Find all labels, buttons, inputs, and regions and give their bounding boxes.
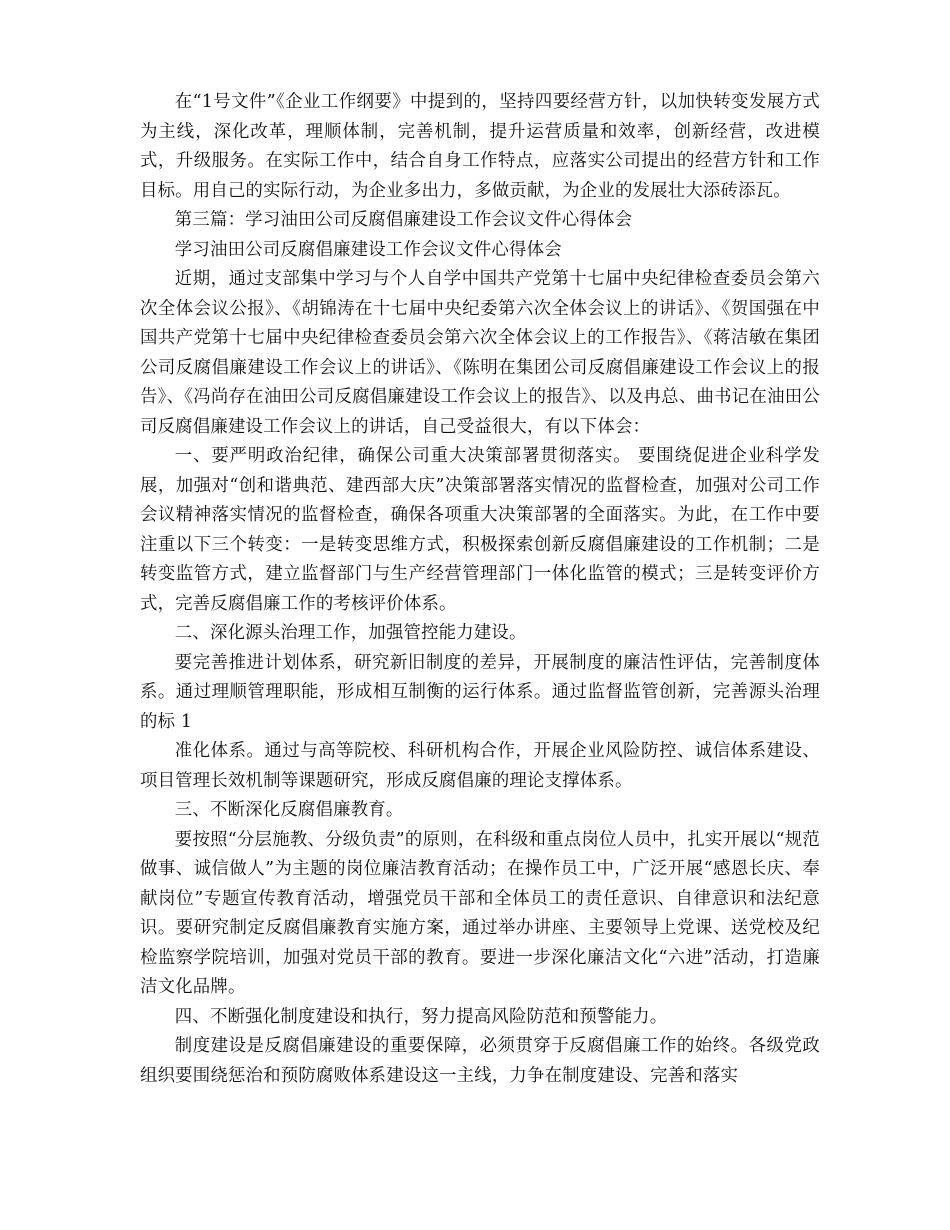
paragraph-intro: 在“1号文件”《企业工作纲要》中提到的，坚持四要经营方针，以加快转变发展方式为主线，深化改革，理顺体制，完善机制，提升运营质量和效率，创新经营，改进模式，升级服务。在实际工作中，结合自身工作特点，应落实公司提出的经营方针和工作目标。用自己的实际行动，为企业多出力，多做贡献，为企业的发展壮大添砖添瓦。: [140, 92, 820, 201]
section-heading-part-three: 第三篇：学习油田公司反腐倡廉建设工作会议文件心得体会: [174, 210, 633, 230]
paragraph-recent-study: 近期，通过支部集中学习与个人自学中国共产党第十七届中央纪律检查委员会第六次全体会议公报》、《胡锦涛在十七届中央纪委第六次全体会议上的讲话》、《贺国强在中国共产党第十七届中央纪律检查委员会第六次全体会议上的工作报告》、《蒋洁敏在集团公司反腐倡廉建设工作会议上的讲话》、《陈明在集团公司反腐倡廉建设工作会议上的报告》、《冯尚存在油田公司反腐倡廉建设工作会议上的报告》、以及冉总、曲书记在油田公司反腐倡廉建设工作会议上的讲话，自己受益很大，有以下体会：: [140, 269, 820, 437]
paragraph-point-two-body: 要完善推进计划体系，研究新旧制度的差异，开展制度的廉洁性评估，完善制度体系。通过理顺管理职能，形成相互制衡的运行体系。通过监督监管创新，完善源头治理的标 1: [140, 652, 820, 732]
article-title: 学习油田公司反腐倡廉建设工作会议文件心得体会: [174, 239, 562, 260]
heading-point-four: 四、不断强化制度建设和执行，努力提高风险防范和预警能力。: [174, 1006, 668, 1027]
paragraph-point-one: 一、要严明政治纪律，确保公司重大决策部署贯彻落实。 要围绕促进企业科学发展，加强对“创和谐典范、建西部大庆”决策部署落实情况的监督检查，加强对公司工作会议精神落实情况的监督检查，确保各项重大决策部署的全面落实。为此，在工作中要注重以下三个转变：一是转变思维方式，积极探索创新反腐倡廉建设的工作机制；二是转变监管方式，建立监督部门与生产经营管理部门一体化监管的模式；三是转变评价方式，完善反腐倡廉工作的考核评价体系。: [140, 446, 820, 614]
paragraph-point-four-body: 制度建设是反腐倡廉建设的重要保障，必须贯穿于反腐倡廉工作的始终。各级党政组织要围绕惩治和预防腐败体系建设这一主线，力争在制度建设、完善和落实: [140, 1036, 820, 1086]
paragraph-point-two-continued: 准化体系。通过与高等院校、科研机构合作，开展企业风险防控、诚信体系建设、项目管理长效机制等课题研究，形成反腐倡廉的理论支撑体系。: [140, 741, 820, 791]
paragraph-point-three-body: 要按照“分层施教、分级负责”的原则，在科级和重点岗位人员中，扎实开展以“规范做事、诚信做人”为主题的岗位廉洁教育活动；在操作员工中，广泛开展“感恩长庆、奉献岗位”专题宣传教育活动，增强党员干部和全体员工的责任意识、自律意识和法纪意识。要研究制定反腐倡廉教育实施方案，通过举办讲座、主要领导上党课、送党校及纪检监察学院培训，加强对党员干部的教育。要进一步深化廉洁文化“六进”活动，打造廉洁文化品牌。: [140, 829, 820, 997]
heading-point-two: 二、深化源头治理工作，加强管控能力建设。: [174, 623, 527, 643]
heading-point-three: 三、不断深化反腐倡廉教育。: [174, 800, 404, 820]
